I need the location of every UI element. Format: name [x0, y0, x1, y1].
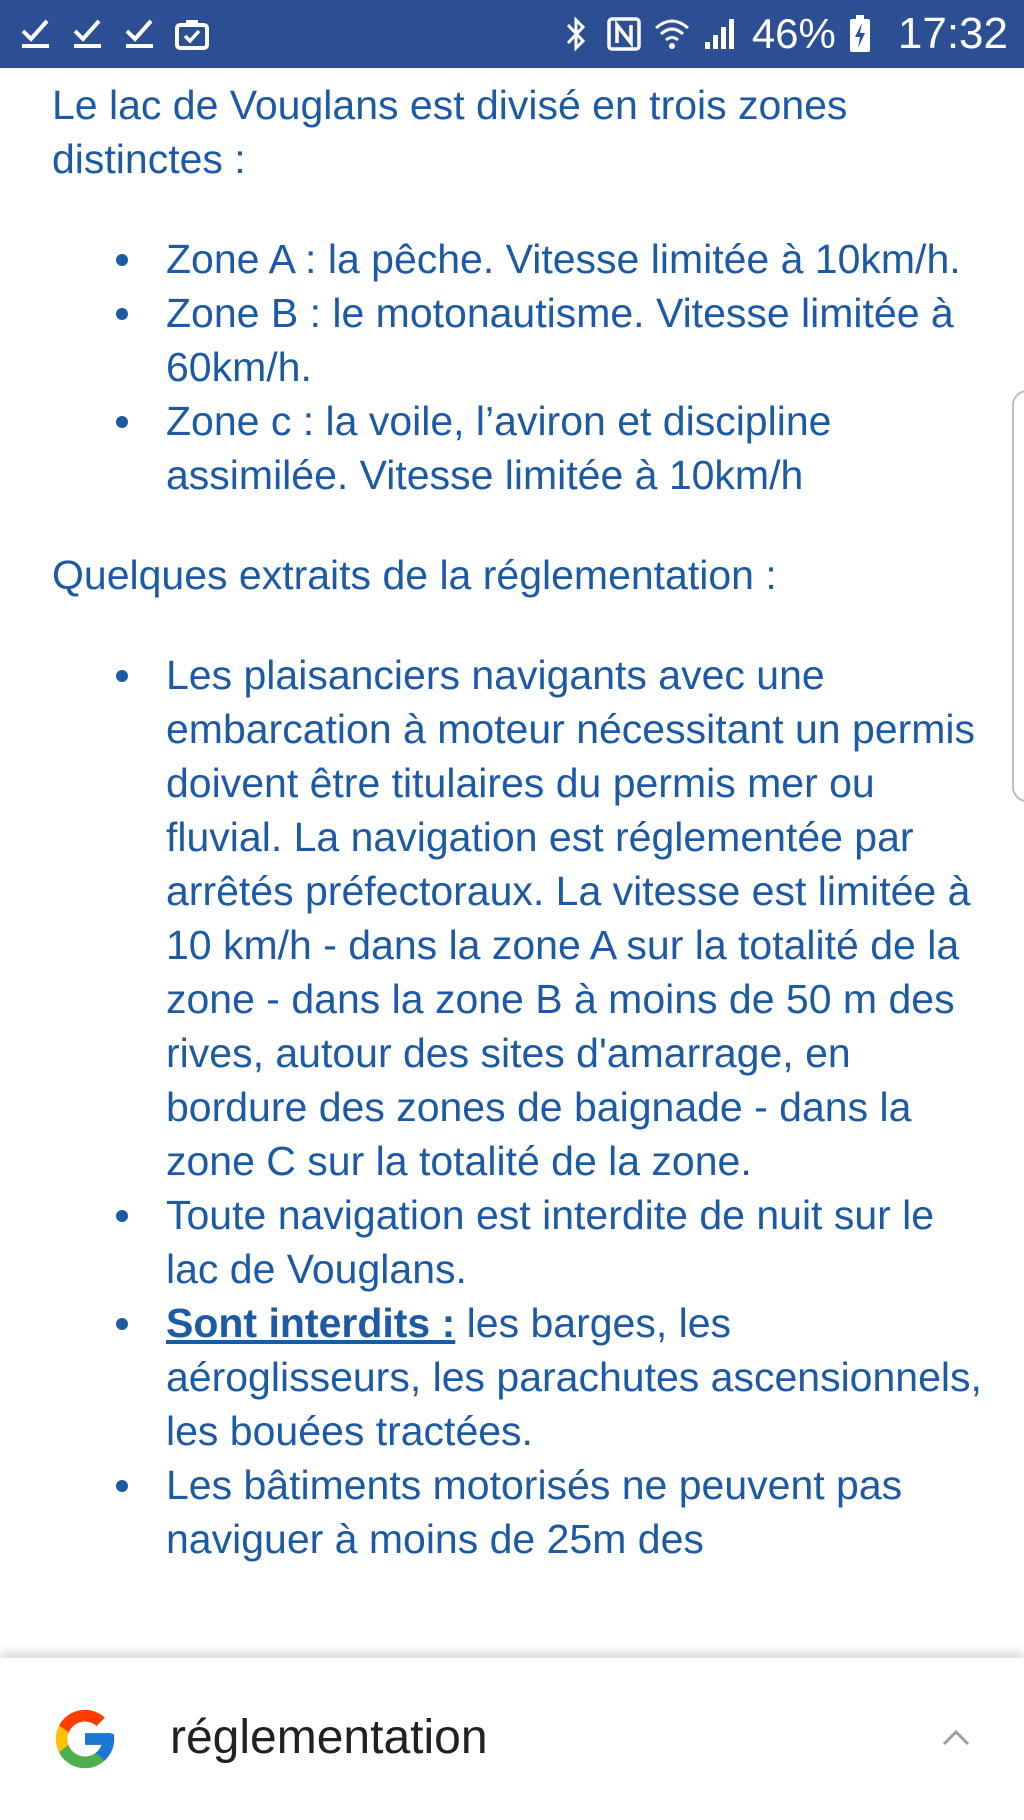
check-download-icon [68, 14, 108, 54]
system-status [556, 10, 1008, 58]
list-item [0, 1296, 1024, 1458]
bullet [116, 416, 128, 428]
rule-night-text: Toute navigation est interdite de nuit sur le lac de Vouglans. [166, 1192, 935, 1292]
list-item [0, 648, 1024, 1188]
check-download-icon [16, 14, 56, 54]
rules-list [0, 648, 1024, 1566]
forbidden-label: Sont interdits : [166, 1300, 456, 1346]
bullet [116, 1480, 128, 1492]
bullet [116, 1210, 128, 1222]
rules-heading: Quelques extraits de la réglementation : [52, 552, 777, 598]
signal-icon [700, 14, 740, 54]
list-item [0, 286, 1024, 394]
zone-b-text: Zone B : le motonautisme. Vitesse limitée à 60km/h. [166, 290, 954, 390]
clock: 17:32 [897, 9, 1008, 58]
clipboard-check-icon [172, 14, 212, 54]
bullet [116, 308, 128, 320]
chevron-up-icon[interactable] [936, 1718, 976, 1758]
bullet [116, 670, 128, 682]
battery-percent: 46% [751, 10, 836, 57]
notification-icons [16, 14, 224, 54]
rule-permit-text: Les plaisanciers navigants avec une embarcation à moteur nécessitant un permis doivent être titulaires du permis mer ou fluvial. La navigation est réglementée par arrêtés préfectoraux. La vitesse est limitée à 10 km/h - dans la zone A sur la totalité de la zone - dans la zone B à moins de 50 m des rives, autour des sites d'amarrage, en bordure des zones de baignade - dans la zone C sur la totalité de la zone. [166, 652, 976, 1184]
article-content [0, 68, 1024, 1658]
check-download-icon [120, 14, 160, 54]
list-item [0, 1188, 1024, 1296]
rule-distance-text: Les bâtiments motorisés ne peuvent pas naviguer à moins de 25m des [166, 1462, 903, 1562]
search-bar[interactable] [0, 1658, 1024, 1820]
list-item [0, 232, 1024, 286]
bullet [116, 1318, 128, 1330]
scroll-handle[interactable] [1012, 390, 1024, 802]
status-bar [0, 0, 1024, 68]
bullet [116, 254, 128, 266]
wifi-icon [652, 14, 692, 54]
list-item [0, 1458, 1024, 1566]
battery-charging-icon [840, 14, 880, 54]
search-query[interactable]: réglementation [170, 1711, 488, 1764]
zone-c-text: Zone c : la voile, l’aviron et discipline assimilée. Vitesse limitée à 10km/h [166, 398, 832, 498]
intro-paragraph: Le lac de Vouglans est divisé en trois zones distinctes : [52, 82, 848, 182]
zone-a-text: Zone A : la pêche. Vitesse limitée à 10km/h. [166, 236, 961, 282]
bluetooth-icon [556, 14, 596, 54]
google-logo-icon [50, 1704, 120, 1774]
zones-list [0, 232, 1024, 502]
list-item [0, 394, 1024, 502]
nfc-icon [604, 14, 644, 54]
rule-forbidden-text: les barges, les aéroglisseurs, les parachutes ascensionnels, les bouées tractées. [166, 1300, 982, 1454]
